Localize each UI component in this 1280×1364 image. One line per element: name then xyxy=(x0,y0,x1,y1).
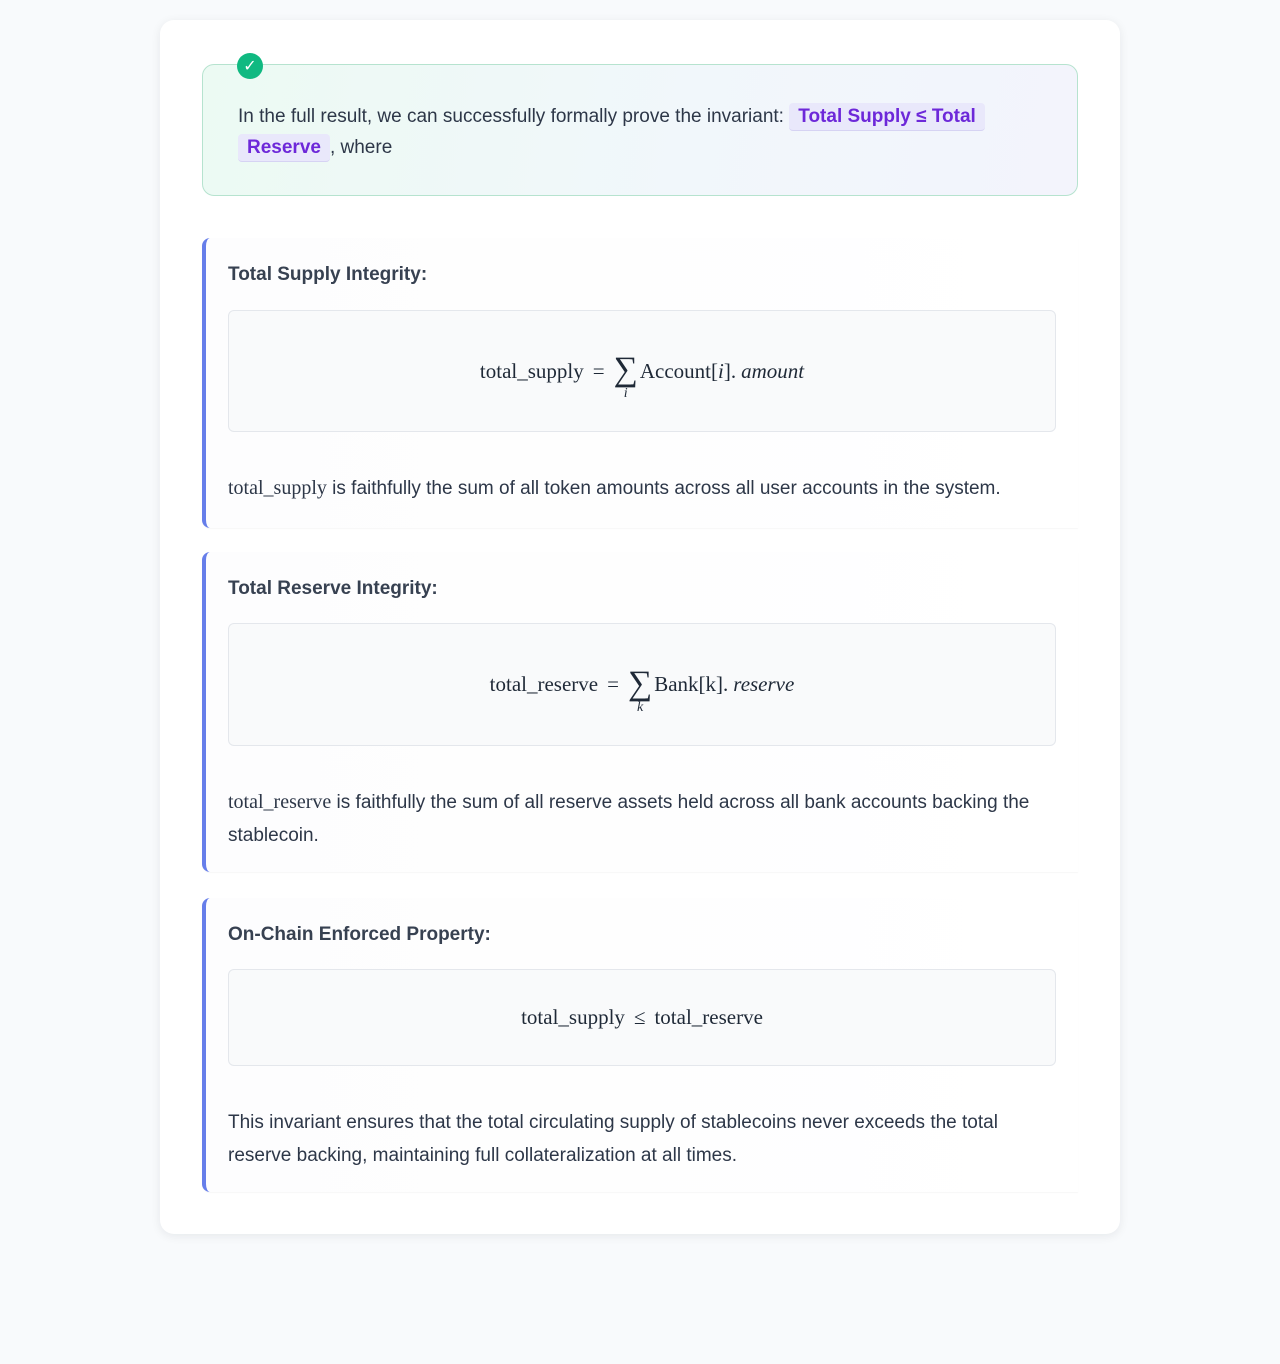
bracket-close: ] xyxy=(716,672,724,696)
callout-text: In the full result, we can successfully formally prove the invariant: xyxy=(238,106,790,127)
section-description: This invariant ensures that the total circulating supply of stablecoins never exceeds the total reserve backing, maintaining full collateralization at all times. xyxy=(228,1112,998,1166)
sigma-symbol: ∑ xyxy=(627,664,653,702)
section-on-chain-enforced-property xyxy=(202,898,1078,1192)
section-description xyxy=(228,786,1058,852)
formula-box xyxy=(228,969,1056,1066)
formula-operator: ≤ xyxy=(633,1005,646,1029)
sigma-symbol: ∑ xyxy=(613,351,638,388)
formula-field: amount xyxy=(741,358,805,383)
dot: . xyxy=(723,672,729,696)
invariant-chip: Total Supply ≤ Total Reserve xyxy=(238,103,985,162)
formula-term: Bank xyxy=(654,672,699,696)
section-total-reserve-integrity xyxy=(202,552,1078,872)
formula-lhs: total_supply xyxy=(521,1005,625,1029)
term-index: i xyxy=(718,358,724,383)
formula-term: Account xyxy=(639,358,711,383)
bracket-close: ] xyxy=(723,358,731,383)
formula-invariant xyxy=(521,1005,763,1030)
sum-index: i xyxy=(623,386,628,401)
invariant-callout xyxy=(202,56,1078,196)
description-text: is faithfully the sum of all token amounts across all user accounts in the system. xyxy=(326,478,1001,499)
formula-field: reserve xyxy=(733,672,795,696)
formula-box xyxy=(228,623,1056,746)
formula-box xyxy=(228,310,1056,432)
section-title: Total Supply Integrity: xyxy=(228,264,428,285)
formula-total-supply xyxy=(479,348,805,401)
code-term: total_reserve xyxy=(228,791,332,813)
section-total-supply-integrity xyxy=(202,238,1078,528)
content-card xyxy=(160,20,1120,1234)
section-description xyxy=(228,472,1058,505)
formula-operator: = xyxy=(607,672,619,696)
formula-operator: = xyxy=(592,358,605,383)
bracket-open: [ xyxy=(698,672,706,696)
summation xyxy=(613,351,638,401)
check-circle-icon: ✓ xyxy=(237,53,263,79)
formula-lhs: total_supply xyxy=(479,358,584,383)
callout-text-suffix: , where xyxy=(329,137,393,158)
sum-index: k xyxy=(636,699,644,715)
summation xyxy=(627,664,653,715)
section-title: Total Reserve Integrity: xyxy=(228,578,438,599)
section-title: On-Chain Enforced Property: xyxy=(228,924,491,945)
term-index: k xyxy=(705,672,717,696)
formula-total-reserve xyxy=(489,662,795,715)
description-text: is faithfully the sum of all reserve assets held across all bank accounts backing the stablecoin. xyxy=(228,792,1030,846)
code-term: total_supply xyxy=(228,477,327,499)
dot: . xyxy=(730,358,737,383)
bracket-open: [ xyxy=(711,358,718,383)
formula-lhs: total_reserve xyxy=(489,672,599,696)
formula-rhs: total_reserve xyxy=(654,1005,763,1029)
